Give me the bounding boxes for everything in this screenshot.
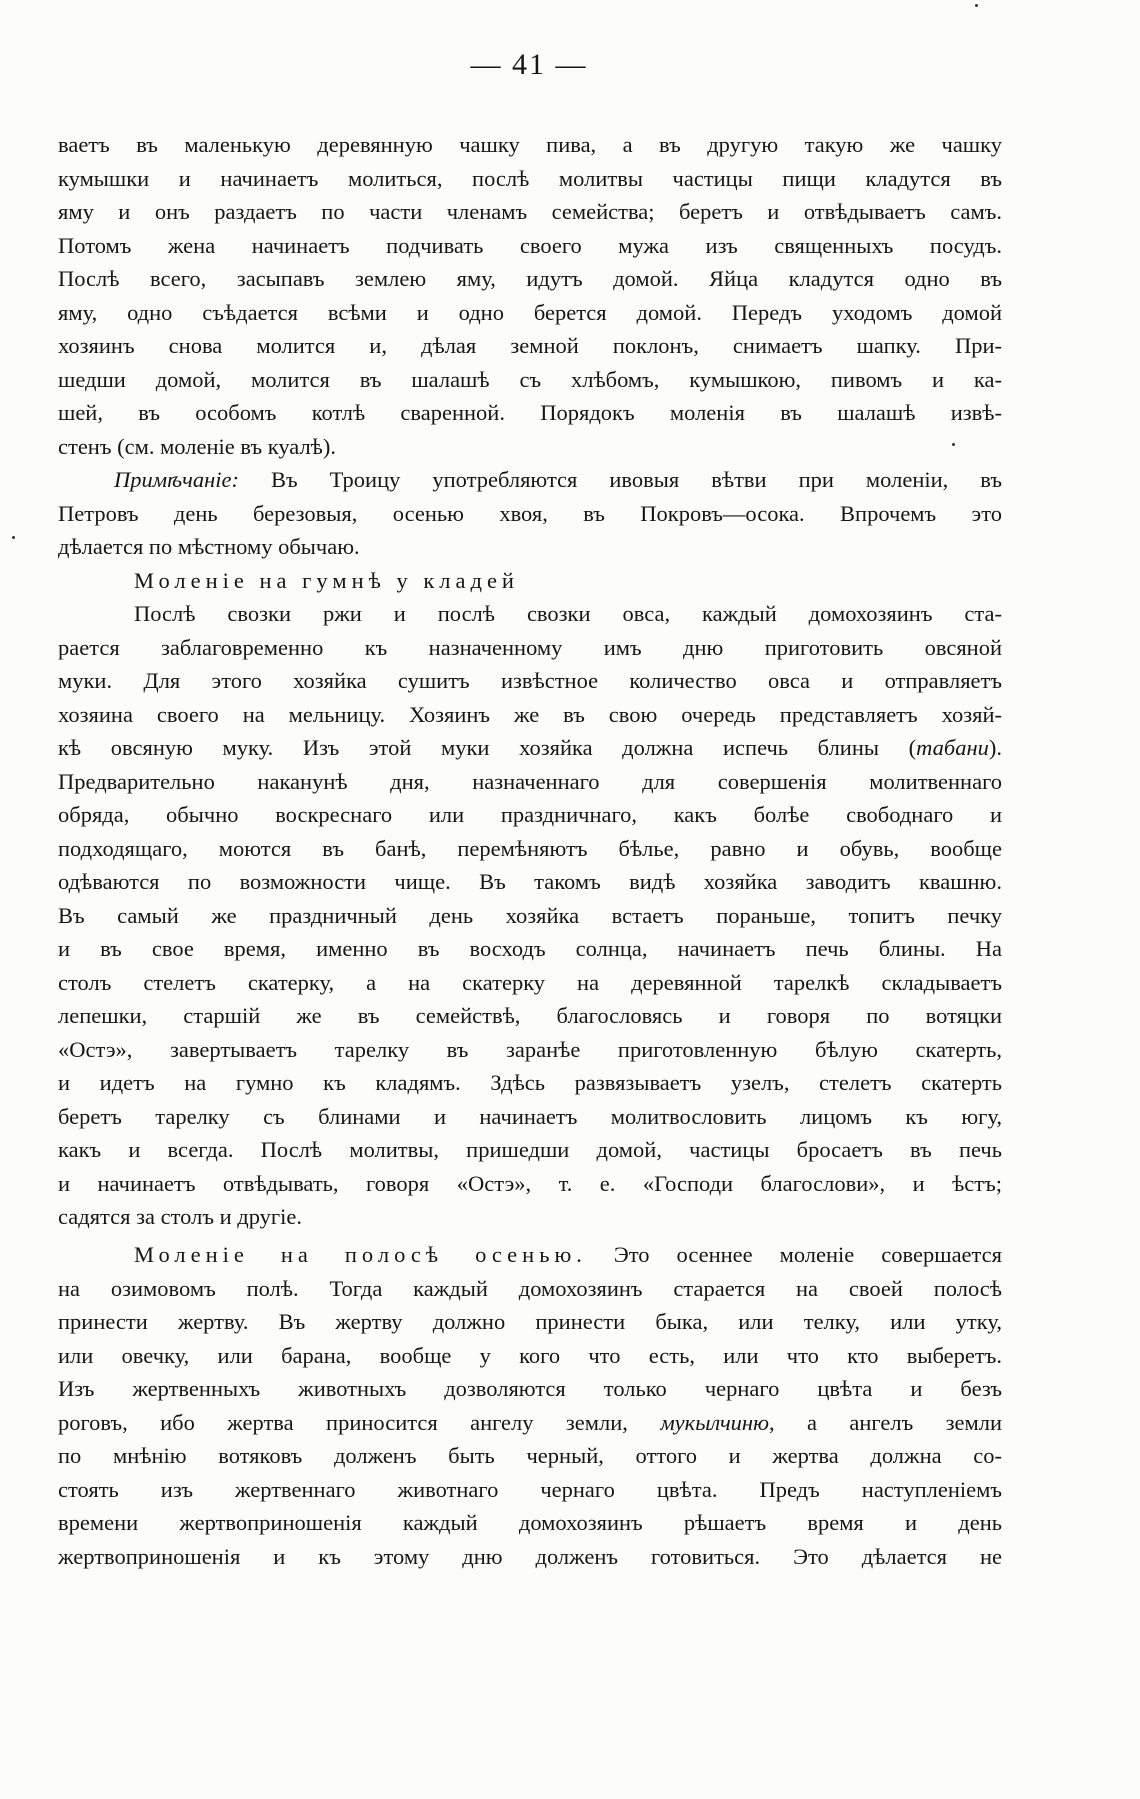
text-line: беретъ тарелку съ блинами и начинаетъ молитвословить лицомъ къ югу, — [58, 1103, 1002, 1129]
scan-speck — [12, 536, 15, 539]
text-line: рается заблаговременно къ назначенному имъ дню приготовить овсяной — [58, 634, 1002, 660]
text-segment: ). — [988, 735, 1002, 760]
text-line: Потомъ жена начинаетъ подчивать своего мужа изъ священныхъ посудъ. — [58, 232, 1002, 258]
text-line: яму, одно съѣдается всѣми и одно берется домой. Передъ уходомъ домой — [58, 299, 1002, 325]
text-line: подходящаго, моются въ банѣ, перемѣняютъ бѣлье, равно и обувь, вообще — [58, 835, 1002, 861]
text-line: одѣваются по возможности чище. Въ такомъ видѣ хозяйка заводитъ квашню. — [58, 869, 1002, 894]
text-line: принести жертву. Въ жертву должно принести быка, или телку, или утку, — [58, 1309, 1002, 1334]
paragraph-field-prayer — [58, 1238, 1002, 1573]
text-line: муки. Для этого хозяйка сушитъ извѣстное количество овса и отправляетъ — [58, 668, 1002, 693]
scan-speck — [952, 443, 955, 446]
text-line: и начинаетъ отвѣдывать, говоря «Остэ», т. е. «Господи благослови», и ѣстъ; — [58, 1170, 1002, 1196]
text-line: кумышки и начинаетъ молиться, послѣ молитвы частицы пищи кладутся въ — [58, 165, 1002, 191]
note-line — [58, 463, 1002, 497]
page-number: — 41 — — [470, 48, 588, 81]
text-line: Послѣ всего, засыпавъ землею яму, идутъ домой. Яйца кладутся одно въ — [58, 266, 1002, 291]
scan-speck — [975, 4, 978, 7]
text-segment: Это осеннее моленіе совершается — [586, 1242, 1002, 1267]
paragraph-continuation — [58, 128, 1002, 1234]
text-line: шей, въ особомъ котлѣ сваренной. Порядокъ моленія въ шалашѣ извѣ- — [58, 400, 1002, 425]
text-line: лепешки, старшій же въ семействѣ, благословясь и говоря по вотяцки — [58, 1003, 1002, 1028]
text-line: «Остэ», завертываетъ тарелку въ заранѣе приготовленную бѣлую скатерть, — [58, 1036, 1002, 1062]
text-line: Изъ жертвенныхъ животныхъ дозволяются только чернаго цвѣта и безъ — [58, 1376, 1002, 1401]
section-heading-threshing-floor: Моленіе на гумнѣ у кладей — [134, 567, 519, 593]
text-line — [58, 731, 1002, 765]
text-line: обряда, обычно воскреснаго или праздничнаго, какъ болѣе свободнаго и — [58, 802, 1002, 827]
text-line: шедши домой, молится въ шалашѣ съ хлѣбомъ, кумышкою, пивомъ и ка- — [58, 366, 1002, 392]
text-line: стоять изъ жертвеннаго животнаго чернаго цвѣта. Предъ наступленіемъ — [58, 1476, 1002, 1502]
italic-term: табани — [916, 735, 989, 760]
text-line: времени жертвоприношенія каждый домохозяинъ рѣшаетъ время и день — [58, 1510, 1002, 1535]
note-label: Примѣчаніе: — [114, 467, 239, 492]
note-line: дѣлается по мѣстному обычаю. — [58, 534, 360, 559]
text-segment: роговъ, ибо жертва приносится ангелу земли, — [58, 1409, 661, 1435]
text-line: хозяинъ снова молится и, дѣлая земной поклонъ, снимаетъ шапку. При- — [58, 333, 1002, 358]
text-line: яму и онъ раздаетъ по части членамъ семейства; беретъ и отвѣдываетъ самъ. — [58, 199, 1002, 224]
note-line: Петровъ день березовыя, осенью хвоя, въ Покровъ—осока. Впрочемъ это — [58, 500, 1002, 526]
text-line: Въ самый же праздничный день хозяйка встаетъ пораньше, топитъ печку — [58, 902, 1002, 928]
note-text: Въ Троицу употребляются ивовыя вѣтви при моленіи, въ — [239, 467, 1002, 492]
text-segment: кѣ овсяную муку. Изъ этой муки хозяйка должна испечь блины ( — [58, 735, 917, 760]
text-line: на озимовомъ полѣ. Тогда каждый домохозяинъ старается на своей полосѣ — [58, 1275, 1002, 1301]
text-line: и въ свое время, именно въ восходъ солнца, начинаетъ печь блины. На — [58, 936, 1002, 961]
text-line: Послѣ свозки ржи и послѣ свозки овса, каждый домохозяинъ ста- — [134, 601, 1002, 626]
text-line: столъ стелетъ скатерку, а на скатерку на деревянной тарелкѣ складываетъ — [58, 969, 1002, 995]
text-line: жертвоприношенія и къ этому дню долженъ готовиться. Это дѣлается не — [58, 1543, 1002, 1569]
text-line: или овечку, или барана, вообще у кого что есть, или что кто выберетъ. — [58, 1342, 1002, 1368]
text-line: садятся за столъ и другіе. — [58, 1204, 302, 1229]
text-line: стенъ (см. моленіе въ куалѣ). — [58, 433, 337, 459]
section-heading-field: Моленіе на полосѣ осенью. — [134, 1242, 587, 1267]
text-segment: , а ангелъ земли — [768, 1409, 1002, 1435]
text-line: по мнѣнію вотяковъ долженъ быть черный, оттого и жертва должна со- — [58, 1443, 1002, 1468]
text-line: ваетъ въ маленькую деревянную чашку пива, а въ другую такую же чашку — [58, 132, 1002, 157]
text-line: хозяина своего на мельницу. Хозяинъ же въ свою очередь представляетъ хозяй- — [58, 701, 1002, 727]
text-line — [58, 1238, 1002, 1272]
text-line: и идетъ на гумно къ кладямъ. Здѣсь развязываетъ узелъ, стелетъ скатерть — [58, 1070, 1002, 1095]
text-line: какъ и всегда. Послѣ молитвы, пришедши домой, частицы бросаетъ въ печь — [58, 1137, 1002, 1162]
italic-term: мукылчиню — [660, 1409, 769, 1435]
text-line: Предварительно наканунѣ дня, назначеннаго для совершенія молитвеннаго — [58, 768, 1002, 794]
text-line — [58, 1406, 1002, 1440]
